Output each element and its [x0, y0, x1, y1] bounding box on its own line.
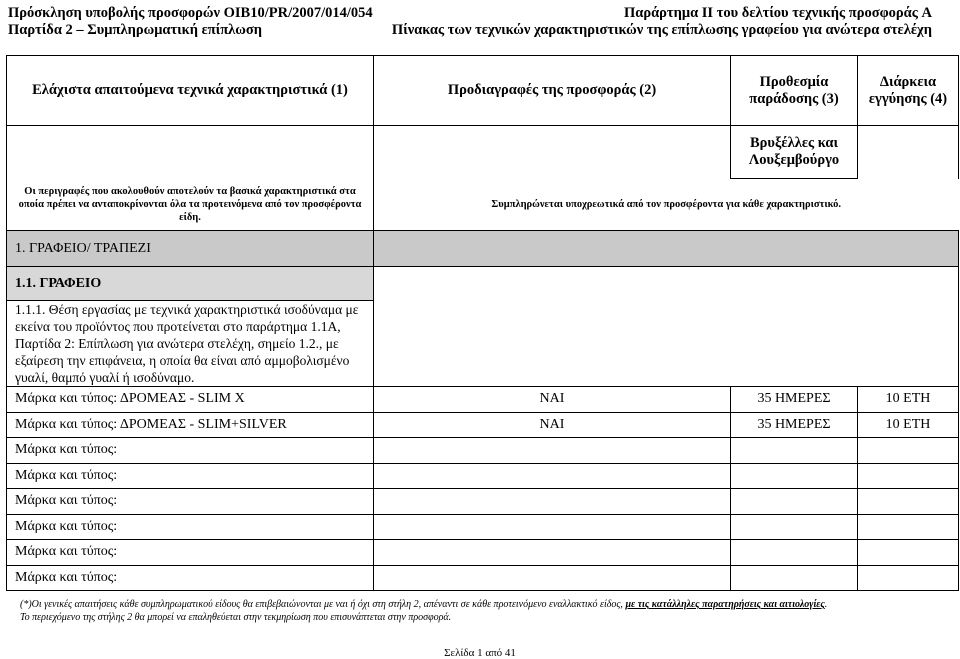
offer-spec-cell	[374, 463, 731, 489]
brand-type-row	[7, 489, 959, 515]
warranty-cell: 10 ΕΤΗ	[858, 412, 959, 438]
brand-type-cell: Μάρκα και τύπος:	[7, 438, 374, 464]
brand-type-row	[7, 463, 959, 489]
document-header-right	[392, 5, 932, 39]
col-delivery-header: Προθεσμία παράδοσης (3)	[731, 56, 858, 126]
brand-type-cell: Μάρκα και τύπος:	[7, 463, 374, 489]
offer-spec-cell: ΝΑΙ	[374, 387, 731, 413]
col-warranty-header: Διάρκεια εγγύησης (4)	[858, 56, 959, 126]
page-number: Σελίδα 1 από 41	[444, 647, 516, 659]
brand-type-row	[7, 565, 959, 591]
requirements-description: Οι περιγραφές που ακολουθούν αποτελούν τα βασικά χαρακτηριστικά στα οποία πρέπει να ανταποκρίνονται όλα τα προτεινόμενα από τον προσφέροντα είδη.	[7, 179, 374, 231]
section-row	[7, 231, 959, 267]
section-title: 1. ΓΡΑΦΕΙΟ/ ΤΡΑΠΕΖΙ	[7, 231, 374, 267]
annex-title: Παράρτημα II του δελτίου τεχνικής προσφοράς A	[623, 5, 932, 21]
delivery-cell	[731, 438, 858, 464]
tender-reference: Πρόσκληση υποβολής προσφορών OIB10/PR/2007/014/054	[8, 5, 373, 21]
brand-type-cell: Μάρκα και τύπος:	[7, 540, 374, 566]
header-row	[7, 56, 959, 126]
document-header-left	[8, 5, 373, 39]
header-subrow	[7, 126, 959, 179]
warranty-cell	[858, 514, 959, 540]
brand-type-row	[7, 387, 959, 413]
warranty-cell	[858, 489, 959, 515]
offer-spec-cell	[374, 489, 731, 515]
delivery-cell	[731, 540, 858, 566]
offer-spec-cell: ΝΑΙ	[374, 412, 731, 438]
brand-type-cell: Μάρκα και τύπος:	[7, 489, 374, 515]
offer-instructions: Συμπληρώνεται υποχρεωτικά από τον προσφέροντα για κάθε χαρακτηριστικό.	[374, 179, 959, 231]
table-title: Πίνακας των τεχνικών χαρακτηριστικών της επίπλωσης γραφείου για ανώτερα στελέχη	[391, 22, 932, 38]
warranty-cell	[858, 463, 959, 489]
delivery-cell	[731, 463, 858, 489]
brand-type-row	[7, 540, 959, 566]
brand-type-cell: Μάρκα και τύπος: ΔΡΟΜΕΑΣ - SLIM+SILVER	[7, 412, 374, 438]
offer-spec-cell	[374, 565, 731, 591]
item-row	[7, 301, 959, 387]
footnote: (*)Οι γενικές απαιτήσεις κάθε συμπληρωματικού είδους θα επιβεβαιώνονται με ναι ή όχι στη στήλη 2, απέναντι σε κάθε προτεινόμενο εναλλακτικό είδος, με τις κατάλληλες παρατηρήσεις και αιτιολογίες. Το περιεχόμενο της στήλης 2 θα μπορεί να επαληθεύεται στην τεκμηρίωση που επισυνάπτεται στην προσφορά.	[20, 599, 828, 623]
brand-type-row	[7, 412, 959, 438]
technical-specs-table	[6, 55, 959, 591]
delivery-location-header: Βρυξέλλες και Λουξεμβούργο	[731, 126, 858, 179]
warranty-cell	[858, 438, 959, 464]
warranty-cell: 10 ΕΤΗ	[858, 387, 959, 413]
delivery-cell	[731, 489, 858, 515]
warranty-cell	[858, 565, 959, 591]
col-offer-specs-header: Προδιαγραφές της προσφοράς (2)	[374, 56, 731, 126]
item-description: 1.1.1. Θέση εργασίας με τεχνικά χαρακτηριστικά ισοδύναμα με εκείνα του προϊόντος που προτείνεται στο παράρτημα 1.1Α, Παρτίδα 2: Επίπλωση για ανώτερα στελέχη, σημείο 1.2., με εξαίρεση την επιφάνεια, η οποία θα είναι από αμμοβολισμένο γυαλί, θαμπό γυαλί ή ισοδύναμο.	[7, 301, 374, 387]
offer-spec-cell	[374, 438, 731, 464]
warranty-cell	[858, 540, 959, 566]
delivery-cell: 35 ΗΜΕΡΕΣ	[731, 387, 858, 413]
brand-type-cell: Μάρκα και τύπος:	[7, 565, 374, 591]
brand-type-row	[7, 514, 959, 540]
delivery-cell	[731, 514, 858, 540]
offer-spec-cell	[374, 540, 731, 566]
subsection-row	[7, 267, 959, 301]
brand-type-cell: Μάρκα και τύπος:	[7, 514, 374, 540]
subsection-title: 1.1. ΓΡΑΦΕΙΟ	[7, 267, 374, 301]
lot-title: Παρτίδα 2 – Συμπληρωματική επίπλωση	[8, 22, 263, 38]
delivery-cell: 35 ΗΜΕΡΕΣ	[731, 412, 858, 438]
col-min-requirements-header: Ελάχιστα απαιτούμενα τεχνικά χαρακτηριστικά (1)	[7, 56, 374, 126]
brand-type-cell: Μάρκα και τύπος: ΔΡΟΜΕΑΣ - SLIM X	[7, 387, 374, 413]
brand-rows	[7, 387, 959, 591]
delivery-cell	[731, 565, 858, 591]
offer-spec-cell	[374, 514, 731, 540]
brand-type-row	[7, 438, 959, 464]
description-row	[7, 179, 959, 231]
